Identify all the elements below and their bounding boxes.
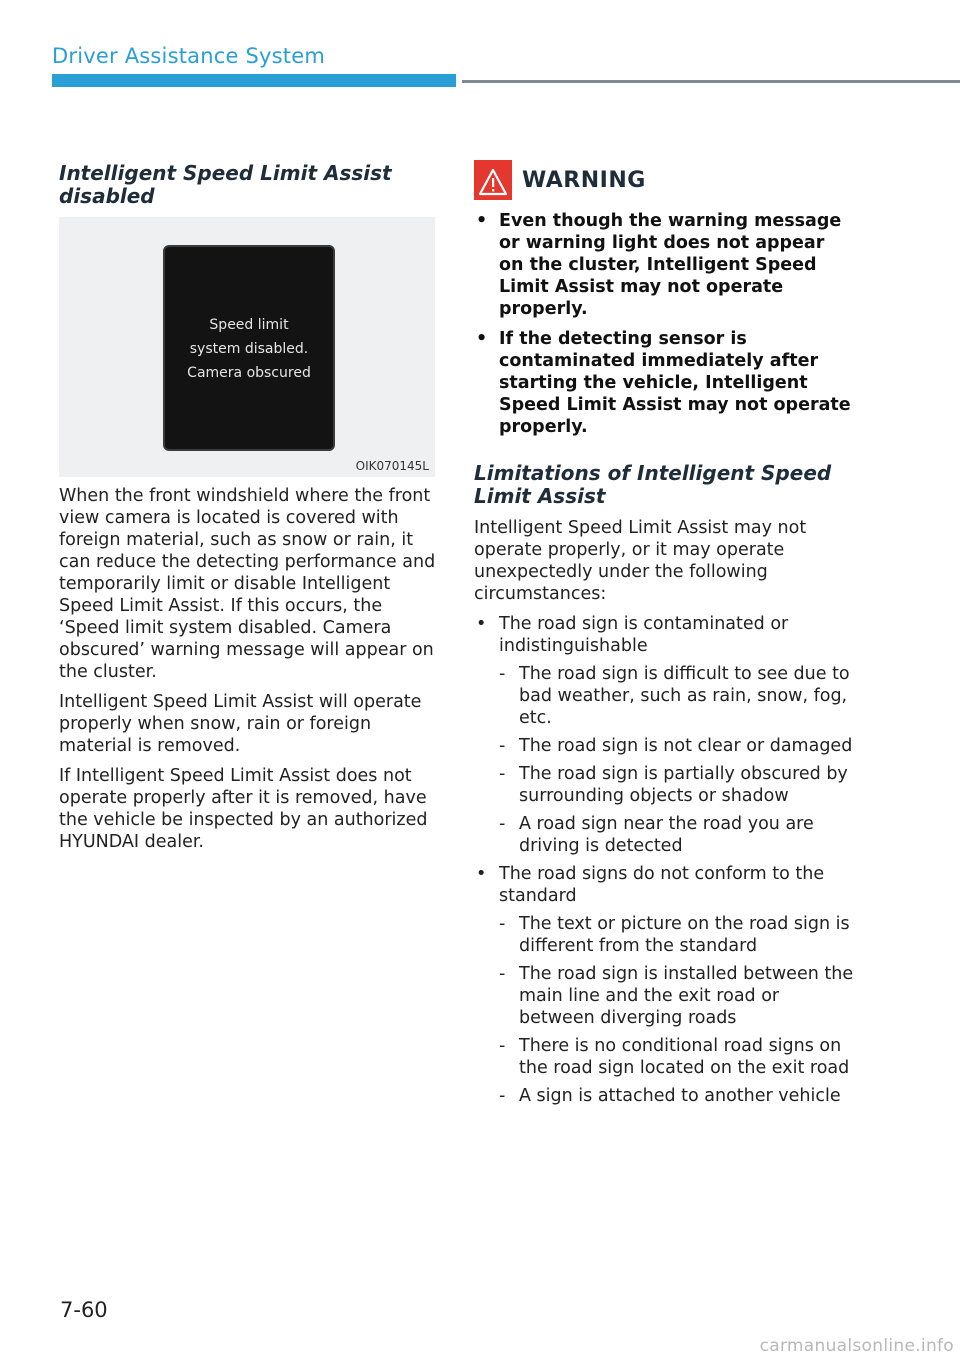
header-rule [462,80,960,83]
right-column [474,160,854,1113]
list-item-text: The road signs do not conform to the standard [499,864,825,906]
list-item-text: The road sign is contaminated or indistinguishable [499,614,789,656]
sub-list-item: - The road sign is partially obscured by surrounding objects or shadow [499,763,854,807]
watermark: carmanualsonline.info [759,1336,954,1356]
section-heading-disabled: Intelligent Speed Limit Assist disabled [59,161,392,208]
sub-list-item: - There is no conditional road signs on the road sign located on the exit road [499,1035,854,1079]
figure-code: OIK070145L [355,459,429,473]
warning-title: WARNING [522,167,646,193]
cluster-message-line: system disabled. [189,341,309,357]
sub-list-item: - The text or picture on the road sign is different from the standard [499,913,854,957]
page-number: 7-60 [60,1298,108,1322]
sub-list-item: - A sign is attached to another vehicle [499,1085,854,1107]
list-item [474,613,854,857]
warning-list [474,210,854,438]
cluster-screen [163,245,335,451]
warning-triangle-icon [474,160,512,200]
sub-list [499,913,854,1107]
cluster-figure [59,217,435,477]
cluster-message [165,313,333,385]
cluster-message-line: Speed limit [209,317,289,333]
sub-list-item: - A road sign near the road you are driving is detected [499,813,854,857]
header-title: Driver Assistance System [52,44,325,68]
section-heading-limitations: Limitations of Intelligent Speed Limit Assist [474,461,832,508]
sub-list-item: - The road sign is difficult to see due to bad weather, such as rain, snow, fog, etc. [499,663,854,729]
limitations-list [474,613,854,1107]
cluster-message-line: Camera obscured [187,365,311,381]
body-text [59,485,437,853]
warning-item: • Even though the warning message or warning light does not appear on the cluster, Intelligent Speed Limit Assist may not operate properly. [474,210,854,320]
left-column [59,162,437,861]
sub-list-item: - The road sign is installed between the main line and the exit road or between diverging roads [499,963,854,1029]
header-bar-accent [52,74,456,87]
warning-item: • If the detecting sensor is contaminated immediately after starting the vehicle, Intelligent Speed Limit Assist may not operate properly. [474,328,854,438]
warning-header [474,160,854,200]
list-item [474,863,854,1107]
limitations-intro: Intelligent Speed Limit Assist may not operate properly, or it may operate unexpectedly under the following circumstances: [474,518,807,604]
sub-list-item: - The road sign is not clear or damaged [499,735,854,757]
paragraph: When the front windshield where the front view camera is located is covered with foreign material, such as snow or rain, it can reduce the detecting performance and temporarily limit or disable Intelligent Speed Limit Assist. If this occurs, the ‘Speed limit system disabled. Camera obscured’ warning message will appear on the cluster. [59,486,436,682]
paragraph: If Intelligent Speed Limit Assist does not operate properly after it is removed, have the vehicle be inspected by an authorized HYUNDAI dealer. [59,766,428,852]
paragraph: Intelligent Speed Limit Assist will operate properly when snow, rain or foreign material is removed. [59,692,422,756]
sub-list [499,663,854,857]
